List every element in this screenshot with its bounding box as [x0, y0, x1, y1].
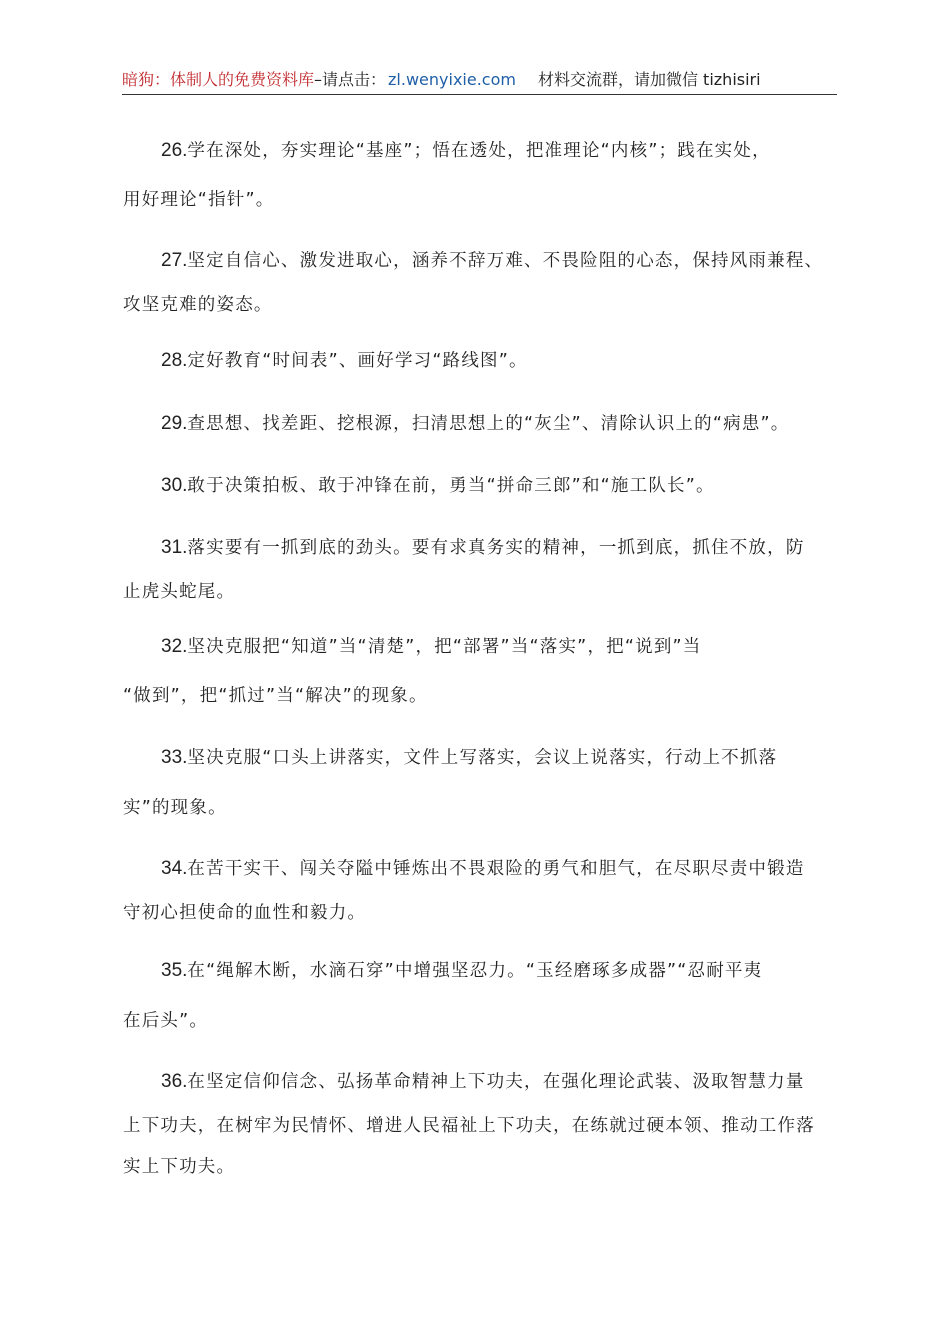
item-number: 34. — [161, 858, 188, 879]
item-line: 实上下功夫。 — [123, 1157, 236, 1177]
item-line — [161, 1069, 805, 1095]
item-line: 在后头”。 — [123, 1011, 209, 1031]
item-line — [161, 411, 789, 437]
item-number: 33. — [161, 747, 188, 768]
item-line — [161, 248, 823, 274]
item-line: 攻坚克难的姿态。 — [123, 295, 273, 315]
item-number: 35. — [161, 960, 188, 981]
item-number: 26. — [161, 140, 188, 161]
page-header — [122, 68, 837, 95]
item-line — [161, 958, 762, 984]
item-line — [161, 856, 805, 882]
header-wechat: 材料交流群，请加微信 tizhisiri — [537, 70, 761, 89]
item-number: 28. — [161, 350, 188, 371]
item-text: 学在深处，夯实理论“基座”；悟在透处，把准理论“内核”；践在实处， — [187, 141, 771, 161]
item-line — [161, 535, 805, 561]
item-line: 用好理论“指针”。 — [123, 190, 275, 210]
item-line: 实”的现象。 — [123, 798, 227, 818]
item-number: 30. — [161, 475, 188, 496]
item-line: “做到”，把“抓过”当“解决”的现象。 — [123, 686, 428, 706]
item-line — [161, 745, 777, 771]
header-cta: –请点击： — [314, 70, 387, 89]
item-text: 查思想、找差距、挖根源，扫清思想上的“灰尘”、清除认识上的“病患”。 — [187, 414, 790, 434]
item-line — [161, 634, 701, 660]
item-line — [161, 348, 528, 374]
item-text: 落实要有一抓到底的劲头。要有求真务实的精神，一抓到底，抓住不放，防 — [187, 538, 805, 558]
item-line: 上下功夫，在树牢为民情怀、增进人民福祉上下功夫，在练就过硬本领、推动工作落 — [123, 1116, 815, 1136]
item-line: 守初心担使命的血性和毅力。 — [123, 903, 367, 923]
item-text: 在苦干实干、闯关夺隘中锤炼出不畏艰险的勇气和胆气，在尽职尽责中锻造 — [187, 859, 805, 879]
item-text: 坚定自信心、激发进取心，涵养不辞万难、不畏险阻的心态，保持风雨兼程、 — [187, 251, 824, 271]
item-text: 敢于决策拍板、敢于冲锋在前，勇当“拼命三郎”和“施工队长”。 — [187, 476, 715, 496]
item-number: 36. — [161, 1071, 188, 1092]
item-number: 31. — [161, 537, 188, 558]
item-text: 在坚定信仰信念、弘扬革命精神上下功夫，在强化理论武装、汲取智慧力量 — [187, 1072, 805, 1092]
item-text: 坚决克服“口头上讲落实，文件上写落实，会议上说落实，行动上不抓落 — [187, 748, 778, 768]
header-link[interactable]: zl.wenyixie.com — [388, 70, 516, 89]
item-text: 在“绳解木断，水滴石穿”中增强坚忍力。“玉经磨琢多成器”“忍耐平夷 — [187, 961, 763, 981]
item-line — [161, 473, 715, 499]
item-number: 32. — [161, 636, 188, 657]
item-line: 止虎头蛇尾。 — [123, 582, 236, 602]
item-text: 坚决克服把“知道”当“清楚”，把“部署”当“落实”，把“说到”当 — [187, 637, 702, 657]
header-brand: 暗狗：体制人的免费资料库 — [122, 70, 315, 89]
item-line — [161, 138, 771, 164]
item-number: 29. — [161, 413, 188, 434]
item-text: 定好教育“时间表”、画好学习“路线图”。 — [187, 351, 528, 371]
item-number: 27. — [161, 250, 188, 271]
